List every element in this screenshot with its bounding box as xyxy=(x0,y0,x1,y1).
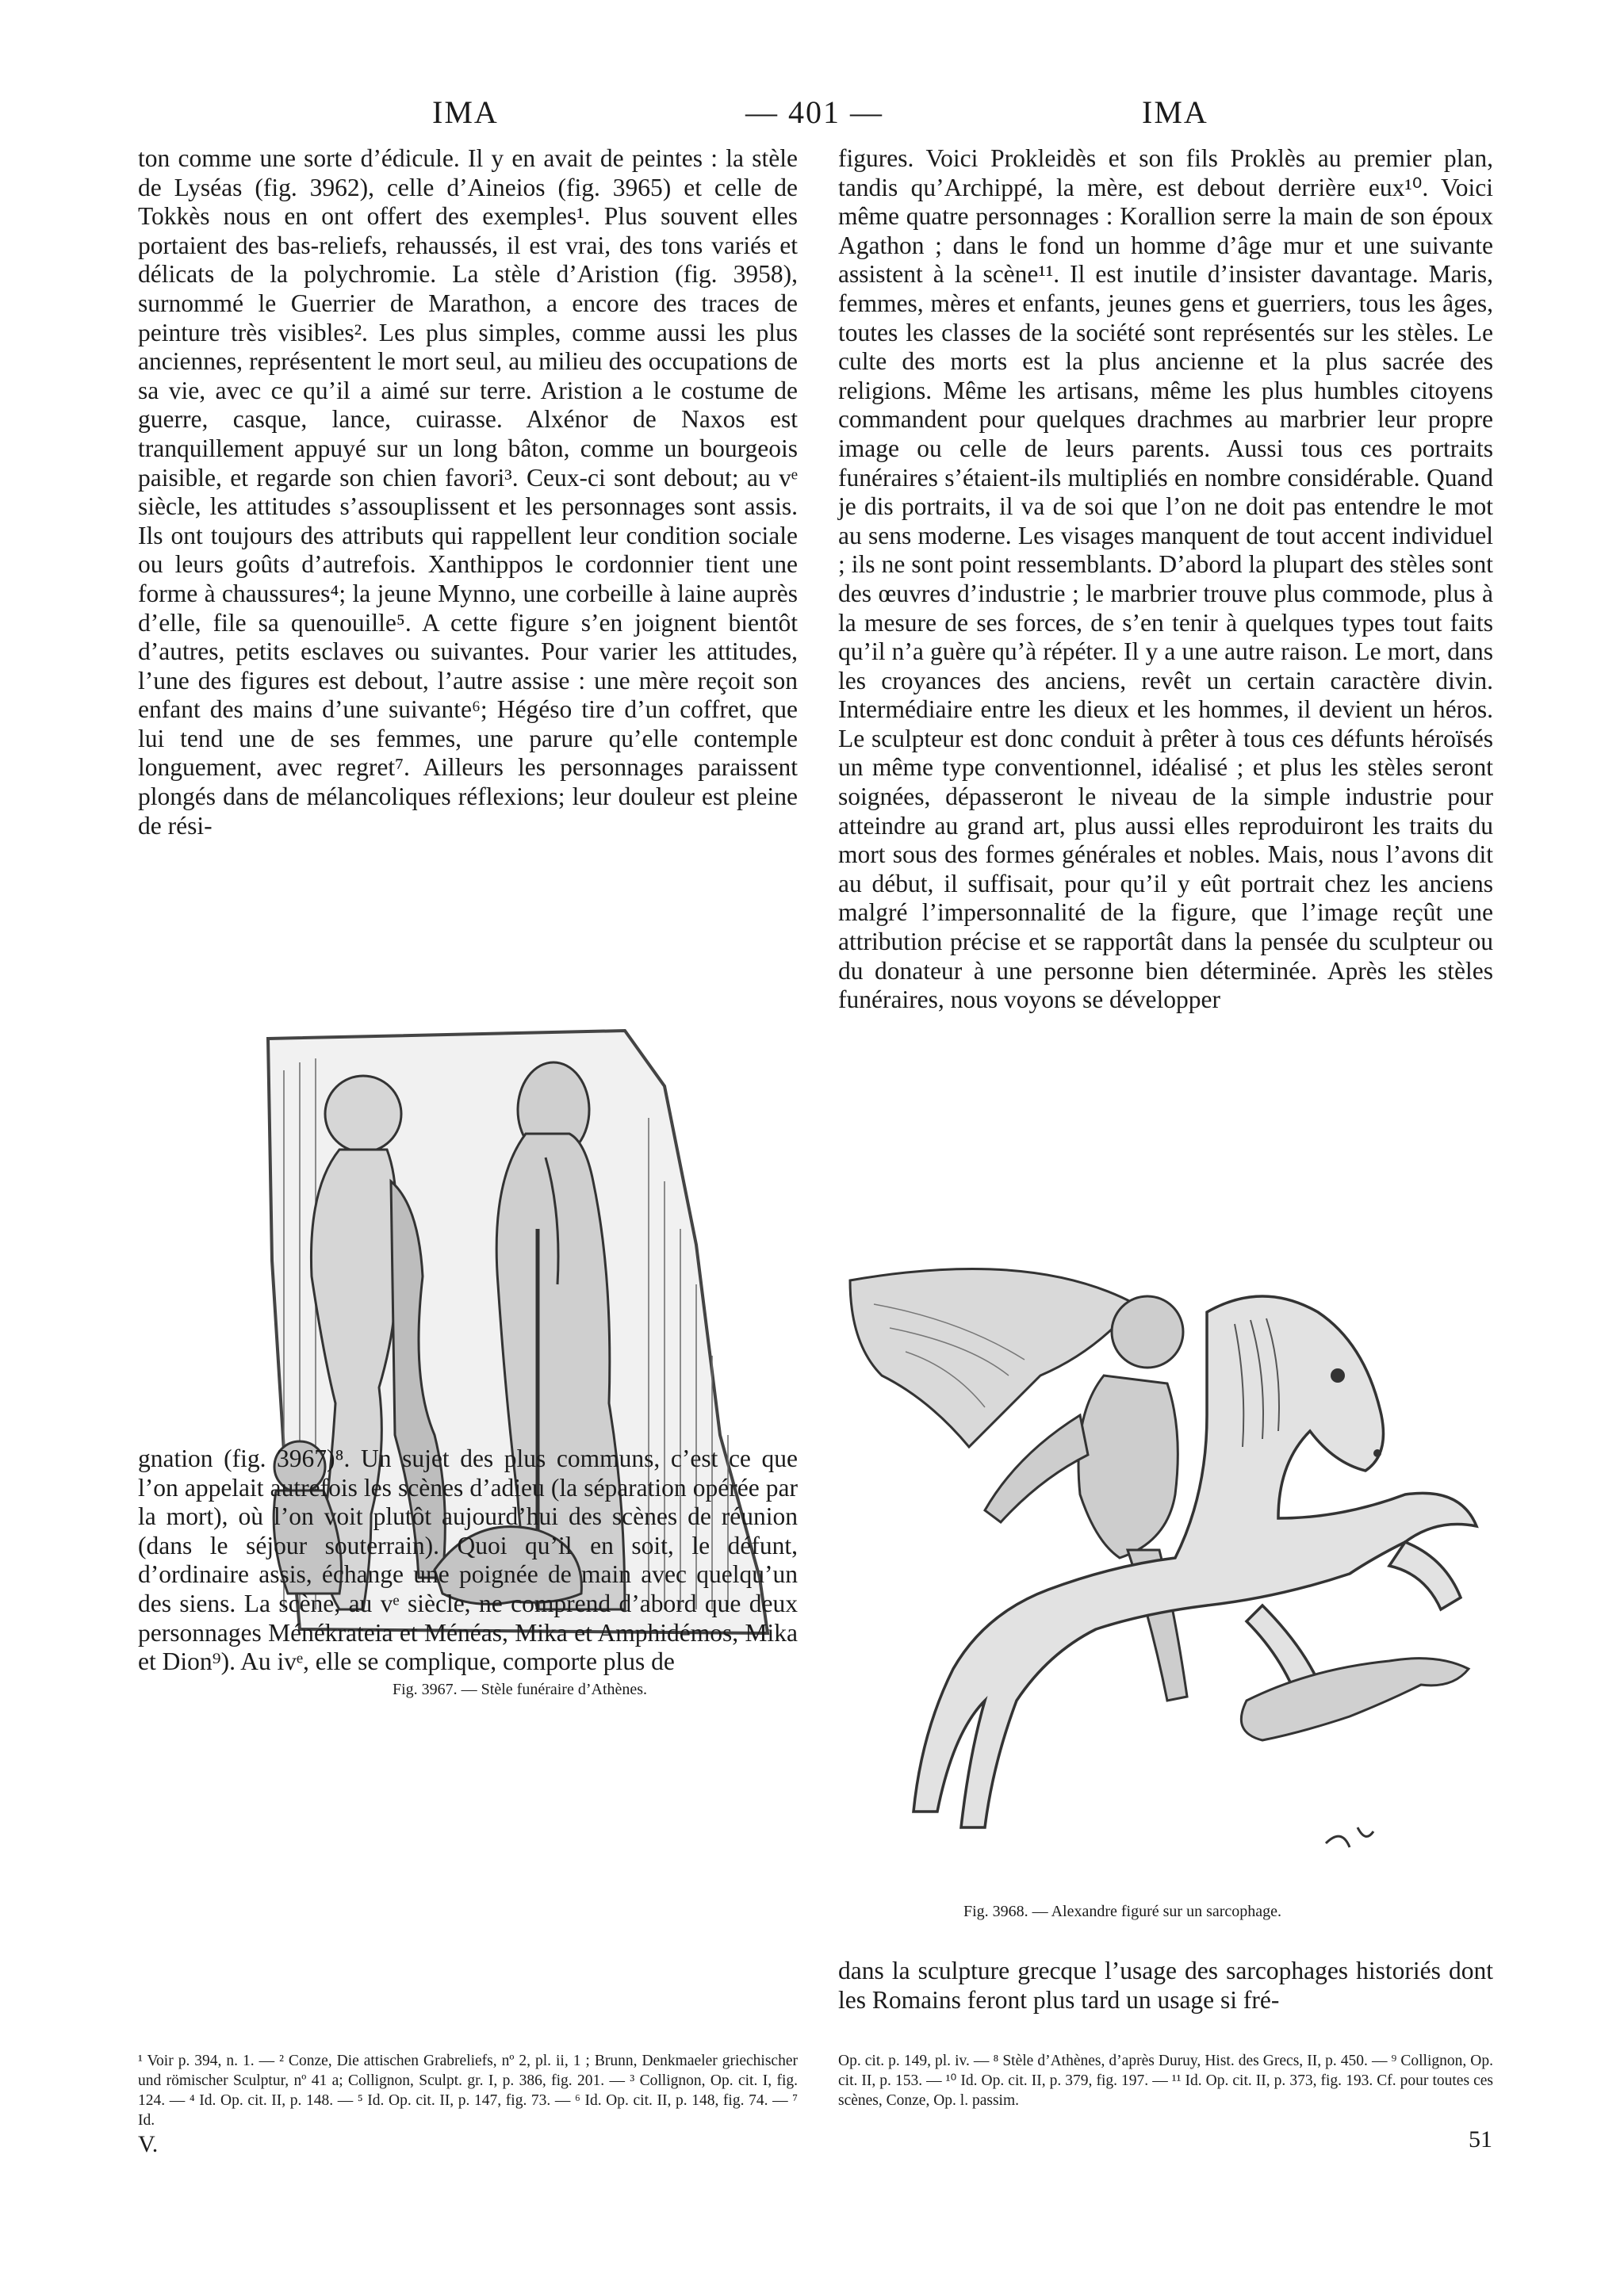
footnotes-left: ¹ Voir p. 394, n. 1. — ² Conze, Die attischen Grabreliefs, nº 2, pl. ii, 1 ; Brunn, Denkmaeler griechischer und römischer Sculptur, nº 41 a; Collignon, Sculpt. gr. I, p. 386, fig. 201. — ³ Collignon, Op. cit. I, fig. 124. — ⁴ Id. Op. cit. II, p. 148. — ⁵ Id. Op. cit. II, p. 147, fig. 73. — ⁶ Id. Op. cit. II, p. 148, fig. 74. — ⁷ Id. xyxy=(138,2053,798,2129)
page-folio: — 401 — xyxy=(745,94,883,130)
running-head-left: IMA xyxy=(432,94,499,130)
left-column-text-top: ton comme une sorte d’édicule. Il y en avait de peintes : la stèle de Lyséas (fig. 3962), celle d’Aineios (fig. 3965) et celle de Tokkès nous en ont offert des exemples¹. Plus souvent elles portaient des bas-reliefs, rehaussés, il est vrai, des tons variés et délicats de la polychromie. La stèle d’Aristion (fig. 3958), surnommé le Guerrier de Marathon, a encore des traces de peinture très visibles². Les plus simples, comme aussi les plus anciennes, représentent le mort seul, au milieu des occupations de sa vie, avec ce qu’il a aimé sur terre. Aristion a le costume de guerre, casque, lance, cuirasse. Alxénor de Naxos est tranquillement appuyé sur un long bâton, comme un bourgeois paisible, et regarde son chien favori³. Ceux-ci sont debout; au vᵉ siècle, les attitudes s’assouplissent et les personnages sont assis. Ils ont toujours des attributs qui rappellent leur condition sociale ou leurs goûts d’autrefois. Xanthippos le cordonnier tient une forme à chaussures⁴; la jeune Mynno, une corbeille à laine auprès d’elle, file sa quenouille⁵. A cette figure s’en joignent bientôt d’autres, petits esclaves ou suivantes. Pour varier les attitudes, l’une des figures est debout, l’autre assise : une mère reçoit son enfant des mains d’une suivante⁶; Hégéso tire d’un coffret, que lui tend une de ses femmes, une parure qu’elle contemple longuement, avec regret⁷. Ailleurs les personnages paraissent plongés dans de mélancoliques réflexions; leur douleur est pleine de rési- xyxy=(138,144,798,840)
left-column-text-bottom: gnation (fig. 3967)⁸. Un sujet des plus communs, c’est ce que l’on appelait autrefois les scènes d’adieu (la séparation opérée par la mort), où l’on voit plutôt aujourd’hui des scènes de réunion (dans le séjour souterrain). Quoi qu’il en soit, le défunt, d’ordinaire assis, échange une poignée de main avec quelqu’un des siens. La scène, au vᵉ siècle, ne comprend d’abord que deux personnages Ménékrateia et Ménéas, Mika et Amphidémos, Mika et Dion⁹). Au ivᵉ, elle se complique, comporte plus de xyxy=(138,1445,798,1676)
rider-on-horse-engraving xyxy=(834,1257,1495,1891)
sheet-number: 51 xyxy=(1469,2126,1492,2152)
signature-mark: V. xyxy=(138,2131,159,2157)
figure-3968-caption: Fig. 3968. — Alexandre figuré sur un sarcophage. xyxy=(963,1903,1282,1920)
alexander-sarcophagus-illustration xyxy=(834,1257,1495,1891)
right-column-text-top: figures. Voici Prokleidès et son fils Proklès au premier plan, tandis qu’Archippé, la mère, est debout derrière eux¹⁰. Voici même quatre personnages : Korallion serre la main de son époux Agathon ; dans le fond un homme d’âge mur et une suivante assistent à la scène¹¹. Il est inutile d’insister davantage. Maris, femmes, mères et enfants, jeunes gens et guerriers, tous les âges, toutes les classes de la société sont représentés sur les stèles. Le culte des morts est la plus ancienne et la plus sacrée des religions. Même les artisans, même les plus humbles citoyens commandent pour quelques drachmes au marbrier leur propre image ou celle de leurs parents. Aussi tous ces portraits funéraires s’étaient-ils multipliés en nombre considérable. Quand je dis portraits, il va de soi que l’on ne doit pas entendre le mot au sens moderne. Les visages manquent de tout accent individuel ; ils ne sont point ressemblants. D’abord la plupart des stèles sont des œuvres d’industrie ; le marbrier trouve plus commode, plus à la mesure de ses forces, de s’en tenir à quelques types tout faits qu’il n’a guère qu’à répéter. Il y a une autre raison. Le mort, dans les croyances des anciens, revêt un certain caractère divin. Intermédiaire entre les dieux et les hommes, il devient un héros. Le sculpteur est donc conduit à prêter à tous ces défunts héroïsés un même type conventionnel, idéalisé ; et plus les stèles seront soignées, dépasseront le niveau de la simple industrie pour atteindre au grand art, plus aussi elles reproduiront les traits du mort sous des formes générales et nobles. Mais, nous l’avons dit au début, il suffisait, pour qu’il y eût portrait chez les anciens malgré l’impersonnalité de la figure, que l’image reçût une attribution précise et se rapportât dans la pensée du sculpteur ou du donateur à une personne bien déterminée. Après les stèles funéraires, nous voyons se développer xyxy=(838,144,1493,1014)
running-head-right: IMA xyxy=(1142,94,1208,130)
footnotes-right: Op. cit. p. 149, pl. iv. — ⁸ Stèle d’Athènes, d’après Duruy, Hist. des Grecs, II, p. 450. — ⁹ Collignon, Op. cit. II, p. 153. — ¹⁰ Id. Op. cit. II, p. 379, fig. 197. — ¹¹ Id. Op. cit. II, p. 373, fig. 193. Cf. pour toutes ces scènes, Conze, Op. l. passim. xyxy=(838,2053,1493,2109)
figure-3967-caption: Fig. 3967. — Stèle funéraire d’Athènes. xyxy=(393,1681,648,1698)
right-column-text-bottom: dans la sculpture grecque l’usage des sarcophages historiés dont les Romains feront plus tard un usage si fré- xyxy=(838,1957,1493,2014)
